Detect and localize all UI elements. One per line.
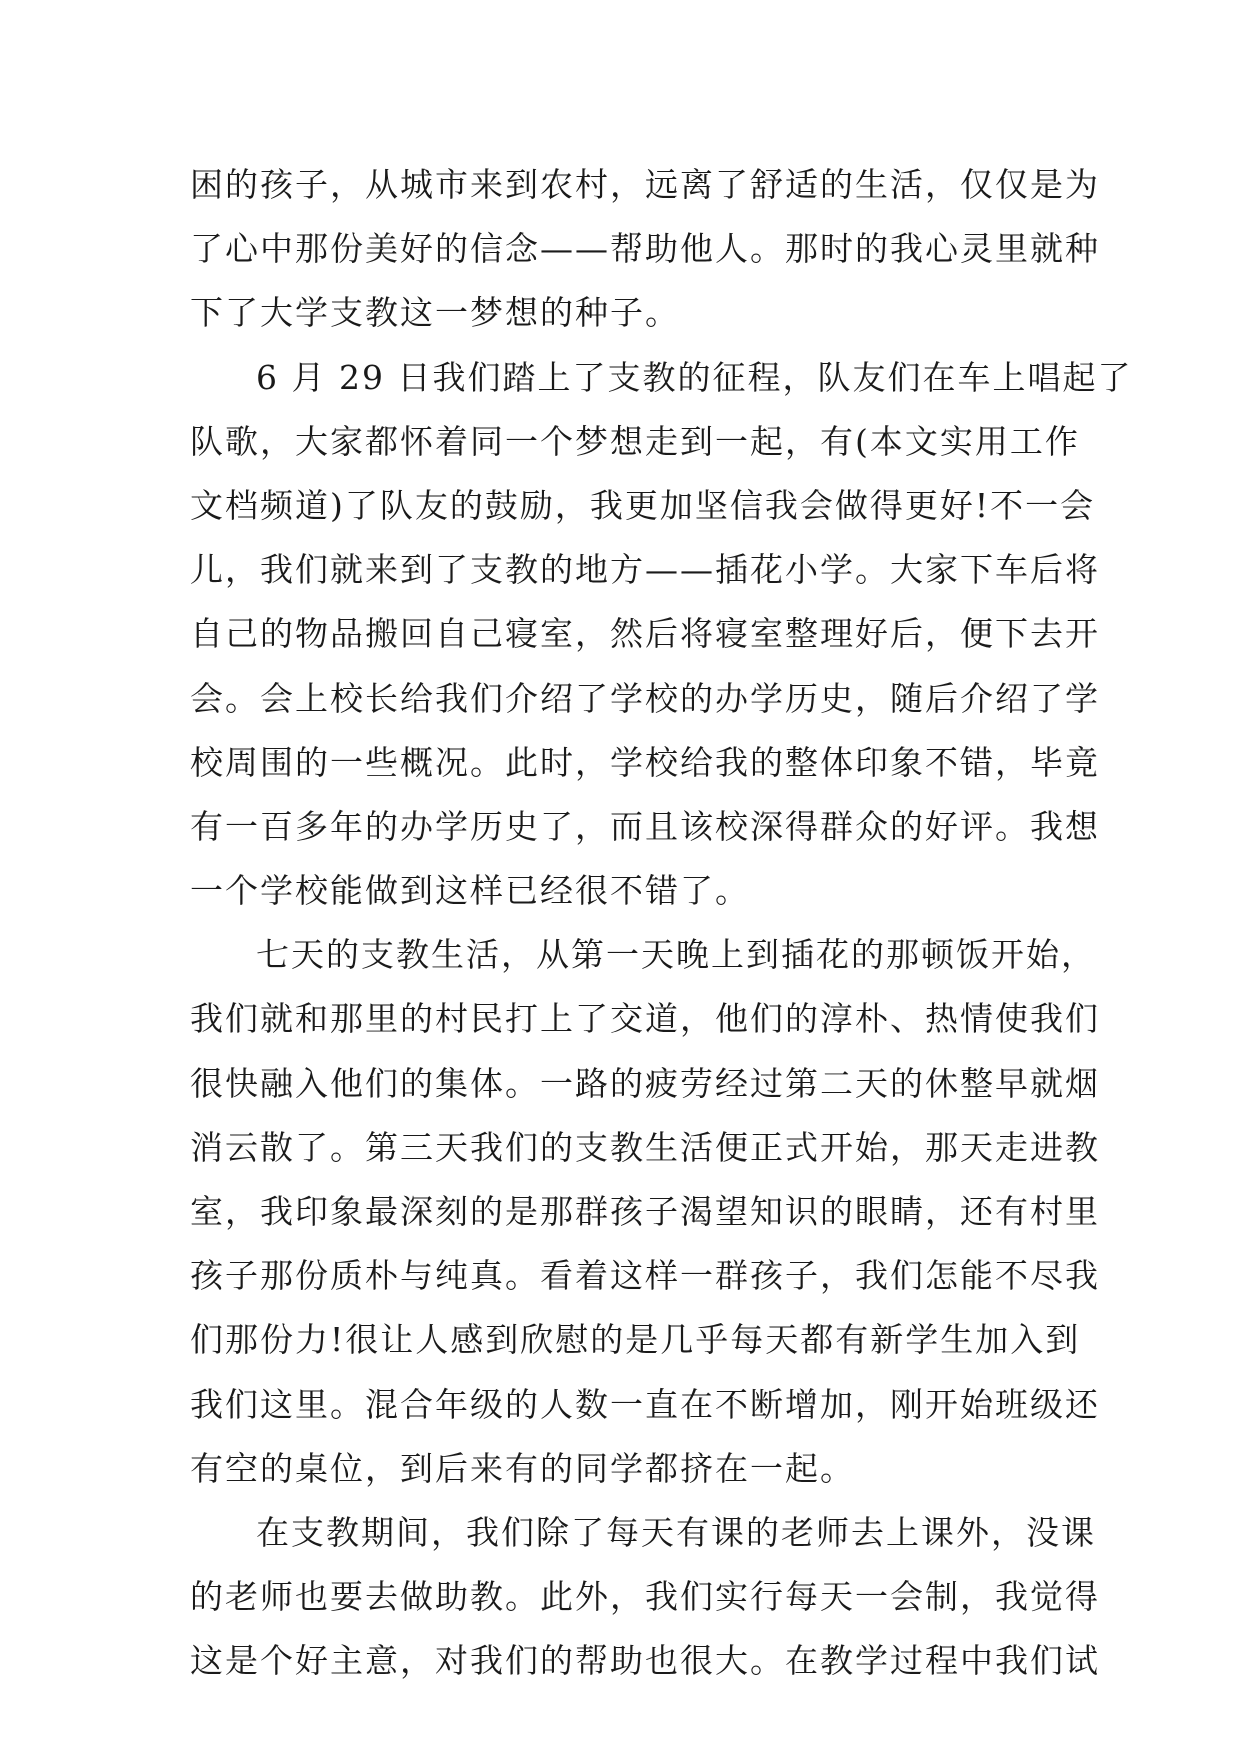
paragraph-first-line: 在支教期间，我们除了每天有课的老师去上课外，没课	[256, 1512, 1096, 1552]
text-line: 我们就和那里的村民打上了交道，他们的淳朴、热情使我们	[190, 999, 1100, 1039]
text-line: 下了大学支教这一梦想的种子。	[190, 293, 680, 333]
text-line: 孩子那份质朴与纯真。看着这样一群孩子，我们怎能不尽我	[190, 1256, 1100, 1296]
text-line: 队歌，大家都怀着同一个梦想走到一起，有(本文实用工作	[190, 421, 1080, 461]
text-line: 消云散了。第三天我们的支教生活便正式开始，那天走进教	[190, 1127, 1100, 1167]
text-line: 了心中那份美好的信念——帮助他人。那时的我心灵里就种	[190, 229, 1100, 269]
text-line: 儿，我们就来到了支教的地方——插花小学。大家下车后将	[190, 550, 1100, 590]
body-text	[190, 153, 1133, 1694]
text-line: 有空的桌位，到后来有的同学都挤在一起。	[190, 1448, 855, 1488]
text-line: 校周围的一些概况。此时，学校给我的整体印象不错，毕竟	[190, 742, 1100, 782]
text-line: 会。会上校长给我们介绍了学校的办学历史，随后介绍了学	[190, 678, 1100, 718]
text-line: 室，我印象最深刻的是那群孩子渴望知识的眼睛，还有村里	[190, 1192, 1100, 1231]
text-line: 我们这里。混合年级的人数一直在不断增加，刚开始班级还	[190, 1384, 1100, 1424]
paragraph-first-line: 七天的支教生活，从第一天晚上到插花的那顿饭开始，	[256, 935, 1096, 975]
text-line: 的老师也要去做助教。此外，我们实行每天一会制，我觉得	[190, 1577, 1100, 1617]
text-line: 文档频道)了队友的鼓励，我更加坚信我会做得更好!不一会	[190, 485, 1096, 525]
text-line: 一个学校能做到这样已经很不错了。	[190, 871, 750, 911]
text-line: 自己的物品搬回自己寝室，然后将寝室整理好后，便下去开	[190, 614, 1100, 654]
text-line: 很快融入他们的集体。一路的疲劳经过第二天的休整早就烟	[190, 1063, 1100, 1103]
text-line: 困的孩子，从城市来到农村，远离了舒适的生活，仅仅是为	[190, 165, 1100, 204]
text-line: 有一百多年的办学历史了，而且该校深得群众的好评。我想	[190, 806, 1100, 846]
text-line: 这是个好主意，对我们的帮助也很大。在教学过程中我们试	[190, 1641, 1100, 1681]
text-line: 们那份力!很让人感到欣慰的是几乎每天都有新学生加入到	[190, 1320, 1081, 1360]
paragraph-first-line: 6 月 29 日我们踏上了支教的征程，队友们在车上唱起了	[256, 357, 1133, 397]
